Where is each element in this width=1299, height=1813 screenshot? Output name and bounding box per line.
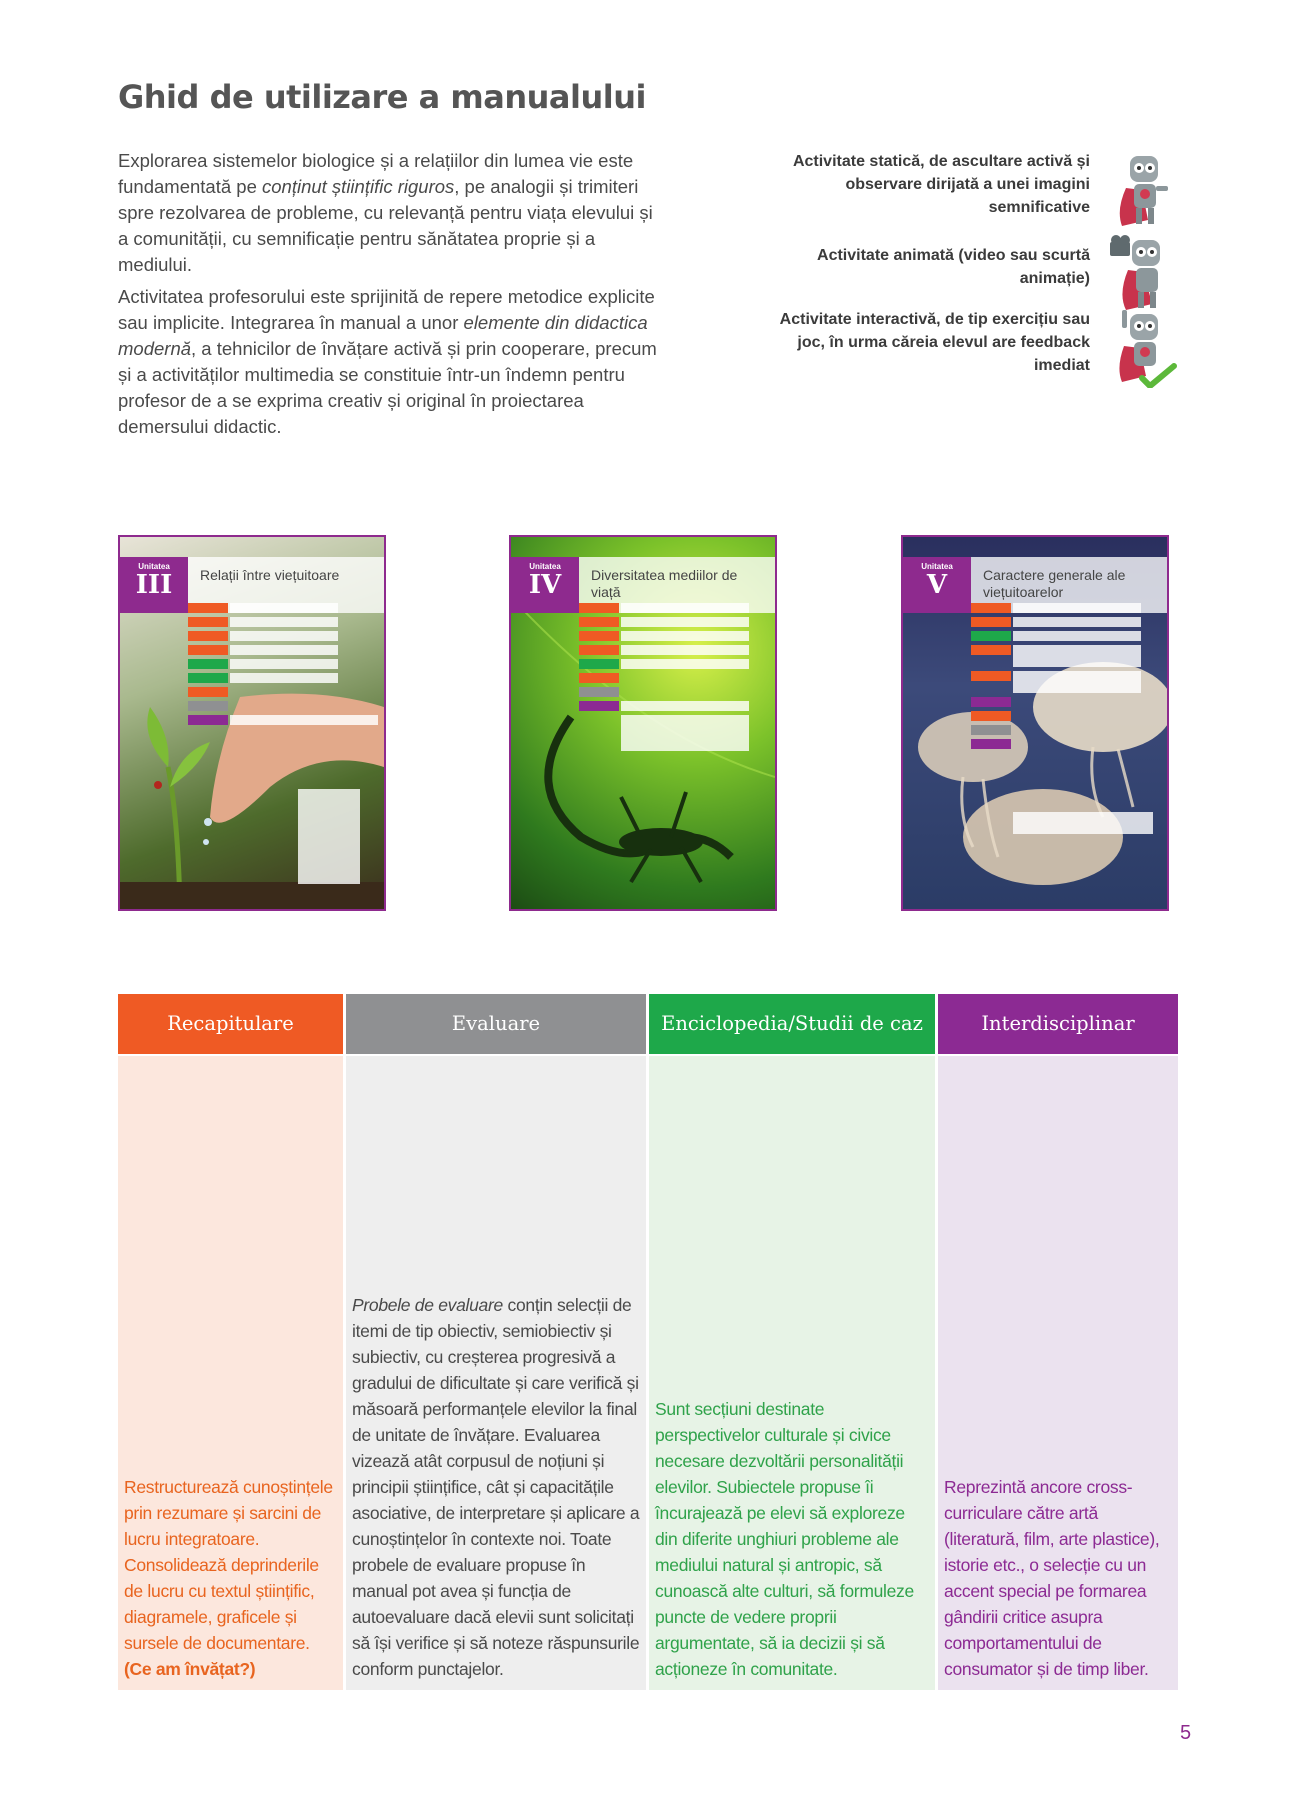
cover-row	[188, 659, 338, 669]
cover-unit-iii-badge: Unitatea III	[120, 557, 188, 613]
page-number: 5	[1180, 1722, 1192, 1744]
cover-row	[188, 631, 338, 641]
cover-row	[579, 687, 619, 697]
cover-unit-iv	[509, 535, 777, 911]
section-interdisciplinar-text: Reprezintă ancore cross-curriculare către artă (literatură, film, arte plastice), istorie etc., o selecție cu un accent special pe formarea gândirii critice asupra comportamentului de consumator și de timp liber.	[944, 1477, 1160, 1679]
cover-row	[188, 673, 338, 683]
cover-text-box	[298, 789, 360, 884]
cover-row	[971, 725, 1011, 735]
section-recapitulare-body	[118, 1056, 343, 1690]
intro-paragraph-2: Activitatea profesorului este sprijinită de repere metodice explicite sau implicite. Integrarea în manual a unor elemente din didactica modernă, a tehnicilor de învățare activă și prin cooperare, precum și a activităților multimedia se constituie într-un îndemn pentru profesor de a se exprima creativ și original în proiectarea demersului didactic.	[118, 286, 657, 437]
activity-interactive-label: Activitate interactivă, de tip exercițiu sau joc, în urma căreia elevul are feedback imediat	[779, 311, 1090, 374]
cover-row	[971, 603, 1141, 613]
cover-unit-v	[901, 535, 1169, 911]
cover-row	[579, 673, 619, 683]
section-enciclopedia-body	[649, 1056, 935, 1690]
cover-row	[188, 645, 338, 655]
cover-unit-v-title: Caractere generale ale viețuitoarelor	[971, 557, 1167, 613]
section-recapitulare-header: Recapitulare	[118, 994, 343, 1054]
robot-mascot-camera-icon	[1108, 232, 1178, 312]
activity-static	[760, 150, 1190, 230]
section-enciclopedia	[649, 994, 935, 1690]
cover-row	[188, 603, 338, 613]
cover-row	[579, 645, 749, 655]
cover-row	[971, 631, 1141, 641]
cover-row	[188, 617, 338, 627]
cover-row	[971, 671, 1141, 693]
cover-text-box	[1013, 812, 1153, 834]
section-interdisciplinar-body	[938, 1056, 1178, 1690]
activity-static-label: Activitate statică, de ascultare activă și observare dirijată a unei imagini semnificative	[792, 153, 1090, 216]
cover-row	[579, 701, 749, 711]
cover-row	[971, 645, 1141, 667]
activity-animated	[760, 232, 1190, 312]
intro-paragraph-1: Explorarea sistemelor biologice și a relațiilor din lumea vie este fundamentată pe conținut științific riguros, pe analogii și trimiteri spre rezolvarea de probleme, cu relevanță pentru viața elevului și a comunității, cu semnificație pentru sănătatea proprie și a mediului.	[118, 150, 653, 275]
cover-row	[579, 659, 749, 669]
cover-unit-iv-badge: Unitatea IV	[511, 557, 579, 613]
cover-row	[579, 631, 749, 641]
section-evaluare	[346, 994, 646, 1690]
activity-interactive	[760, 308, 1190, 388]
section-recapitulare-text: Restructurează cunoștințele prin rezumare și sarcini de lucru integratoare. Consolidează deprinderile de lucru cu textul științific, diagramele, graficele și sursele de documentare. (Ce am învățat?)	[124, 1477, 333, 1679]
cover-unit-iv-title: Diversitatea mediilor de viață	[579, 557, 775, 613]
section-enciclopedia-header: Enciclopedia/Studii de caz	[649, 994, 935, 1054]
section-evaluare-header: Evaluare	[346, 994, 646, 1054]
sections-table	[118, 994, 1178, 1690]
cover-unit-iii-title: Relații între viețuitoare	[188, 557, 384, 613]
activity-animated-label: Activitate animată (video sau scurtă animație)	[817, 247, 1090, 287]
cover-unit-iii	[118, 535, 386, 911]
cover-row	[188, 687, 228, 697]
cover-unit-v-badge: Unitatea V	[903, 557, 971, 613]
cover-row	[188, 701, 228, 711]
section-interdisciplinar-header: Interdisciplinar	[938, 994, 1178, 1054]
page-title: Ghid de utilizare a manualului	[118, 78, 646, 116]
section-enciclopedia-text: Sunt secțiuni destinate perspectivelor culturale și civice necesare dezvoltării personalității elevilor. Subiectele propuse îi încurajează pe elevi să exploreze din diferite unghiuri probleme ale mediului natural și antropic, să cunoască alte culturi, să formuleze puncte de vedere proprii argumentate, să ia decizii și să acționeze în comunitate.	[655, 1399, 914, 1679]
cover-row	[971, 711, 1011, 721]
robot-mascot-static-icon	[1108, 150, 1178, 230]
intro-text	[118, 148, 658, 446]
section-evaluare-text: Probele de evaluare conțin selecții de itemi de tip obiectiv, semiobiectiv și subiectiv, cu creșterea progresivă a gradului de dificultate și care verifică și măsoară performanțele elevilor la final de unitate de învățare. Evaluarea vizează atât corpusul de noțiuni și principii științifice, cât și capacitățile asociative, de interpretare și aplicare a cunoștințelor în contexte noi. Toate probele de evaluare propuse în manual pot avea și funcția de autoevaluare dacă elevii sunt solicitați să își verifice și să noteze răspunsurile conform punctajelor.	[352, 1295, 640, 1679]
cover-row	[971, 739, 1011, 749]
cover-row	[188, 715, 378, 725]
section-recapitulare	[118, 994, 343, 1690]
cover-row	[579, 617, 749, 627]
section-evaluare-body	[346, 1056, 646, 1690]
cover-text-box	[621, 715, 749, 751]
cover-row	[971, 697, 1011, 707]
section-interdisciplinar	[938, 994, 1178, 1690]
cover-row	[579, 603, 749, 613]
robot-mascot-check-icon	[1108, 308, 1178, 388]
cover-row	[971, 617, 1141, 627]
